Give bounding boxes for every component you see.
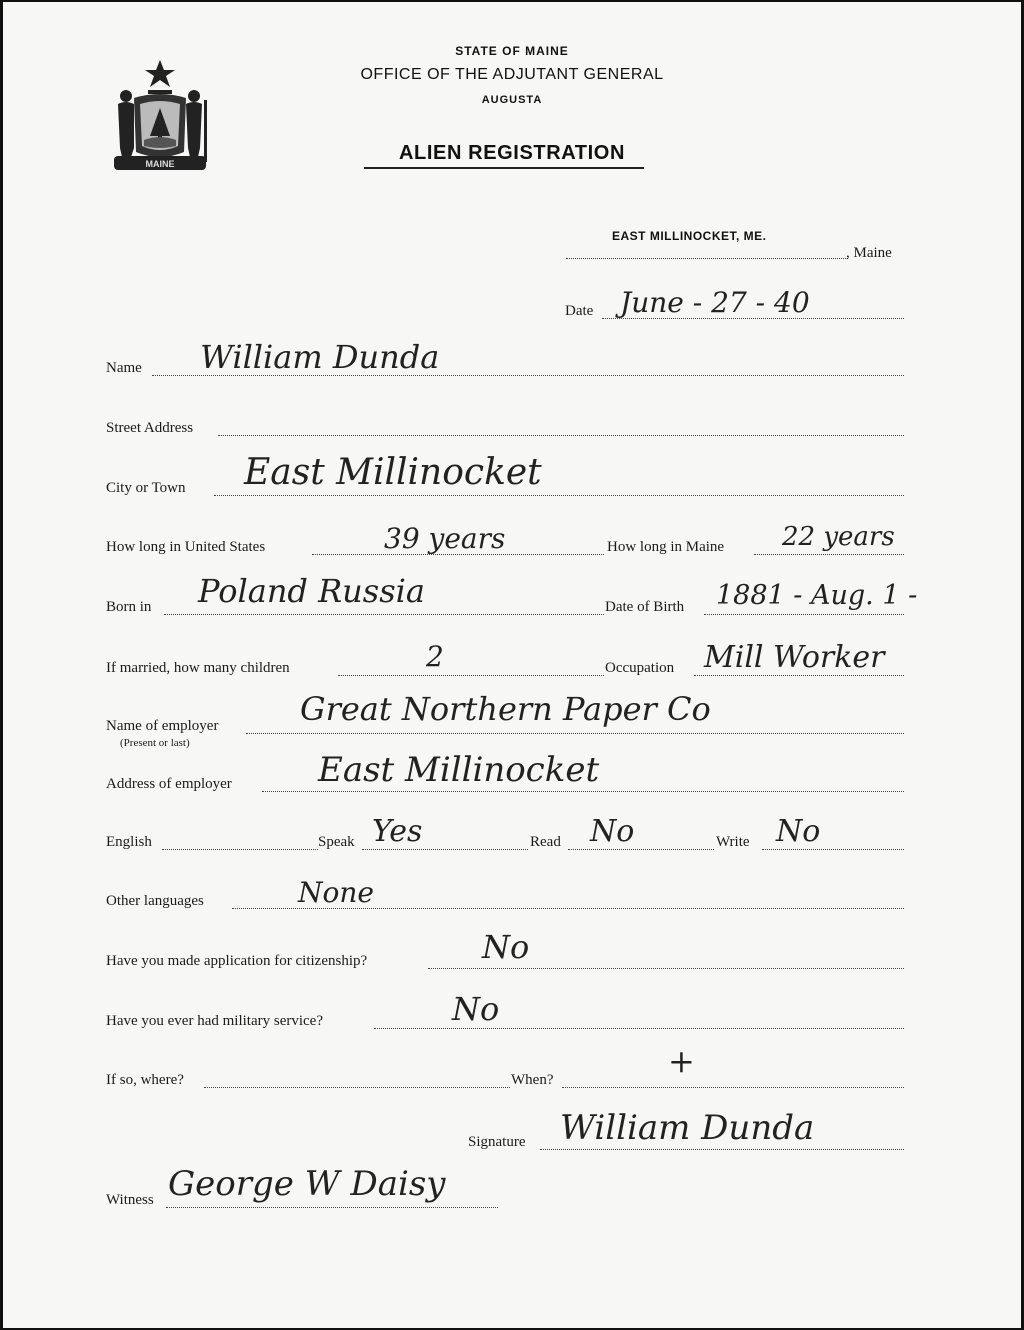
other-languages-label: Other languages	[106, 893, 204, 909]
write-label: Write	[716, 834, 750, 850]
when-mark: +	[668, 1042, 695, 1080]
street-address-label: Street Address	[106, 420, 194, 436]
employer-address-label: Address of employer	[106, 776, 232, 792]
occupation-label: Occupation	[605, 660, 675, 676]
occupation-line	[694, 675, 904, 676]
military-value: No	[452, 990, 500, 1028]
name-label: Name	[106, 360, 142, 376]
date-value: June - 27 - 40	[620, 286, 810, 319]
witness-value: George W Daisy	[168, 1164, 446, 1204]
birthplace-line	[164, 614, 604, 615]
years-in-maine-value: 22 years	[782, 522, 895, 552]
where-label: If so, where?	[106, 1072, 184, 1088]
occupation-value: Mill Worker	[704, 640, 885, 675]
witness-label: Witness	[106, 1192, 154, 1208]
location-suffix: , Maine	[846, 245, 892, 261]
employer-label: Name of employer	[106, 718, 219, 734]
location-stamp: EAST MILLINOCKET, ME.	[612, 229, 767, 243]
employer-address-line	[262, 791, 904, 792]
state-heading: STATE OF MAINE	[455, 44, 569, 58]
english-label: English	[106, 834, 152, 850]
signature-value: William Dunda	[560, 1108, 815, 1148]
citizenship-label: Have you made application for citizenship?	[106, 953, 368, 969]
city-line	[214, 495, 904, 496]
form-title: ALIEN REGISTRATION	[399, 142, 625, 164]
read-label: Read	[530, 834, 561, 850]
military-label: Have you ever had military service?	[106, 1013, 323, 1029]
date-label: Date	[565, 303, 594, 319]
signature-label: Signature	[468, 1134, 526, 1150]
seal-banner-text: MAINE	[145, 159, 175, 169]
date-of-birth-value: 1881 - Aug. 1 -	[716, 580, 918, 611]
years-in-maine-label: How long in Maine	[607, 539, 725, 555]
city-heading: AUGUSTA	[481, 94, 543, 106]
children-line	[338, 675, 604, 676]
read-line	[568, 849, 714, 850]
scan-border-left	[0, 0, 3, 1330]
speak-value: Yes	[372, 814, 423, 849]
military-line	[374, 1028, 904, 1029]
scan-border-top	[0, 0, 1024, 2]
children-label: If married, how many children	[106, 660, 290, 676]
write-value: No	[776, 814, 821, 849]
birthplace-value: Poland Russia	[198, 572, 425, 610]
name-value: William Dunda	[200, 338, 440, 376]
city-label: City or Town	[106, 480, 186, 496]
date-of-birth-line	[704, 614, 904, 615]
speak-line	[362, 849, 528, 850]
english-line	[162, 849, 318, 850]
date-of-birth-label: Date of Birth	[605, 599, 685, 615]
where-line	[204, 1087, 510, 1088]
citizenship-value: No	[482, 928, 530, 966]
years-in-us-label: How long in United States	[106, 539, 266, 555]
other-languages-value: None	[298, 876, 374, 909]
location-line	[566, 258, 848, 259]
years-in-maine-line	[754, 554, 904, 555]
citizenship-line	[428, 968, 904, 969]
write-line	[762, 849, 904, 850]
witness-line	[166, 1207, 498, 1208]
signature-line	[540, 1149, 904, 1150]
years-in-us-value: 39 years	[384, 522, 506, 555]
speak-label: Speak	[318, 834, 355, 850]
when-label: When?	[511, 1072, 554, 1088]
read-value: No	[590, 814, 635, 849]
employer-address-value: East Millinocket	[318, 750, 600, 790]
title-underline	[364, 167, 644, 169]
employer-line	[246, 733, 904, 734]
office-heading: OFFICE OF THE ADJUTANT GENERAL	[360, 66, 664, 83]
birthplace-label: Born in	[106, 599, 152, 615]
city-value: East Millinocket	[244, 452, 542, 493]
employer-sublabel: (Present or last)	[120, 737, 190, 749]
when-line	[562, 1087, 904, 1088]
children-value: 2	[426, 640, 444, 673]
street-address-line	[218, 435, 904, 436]
employer-value: Great Northern Paper Co	[300, 690, 711, 728]
